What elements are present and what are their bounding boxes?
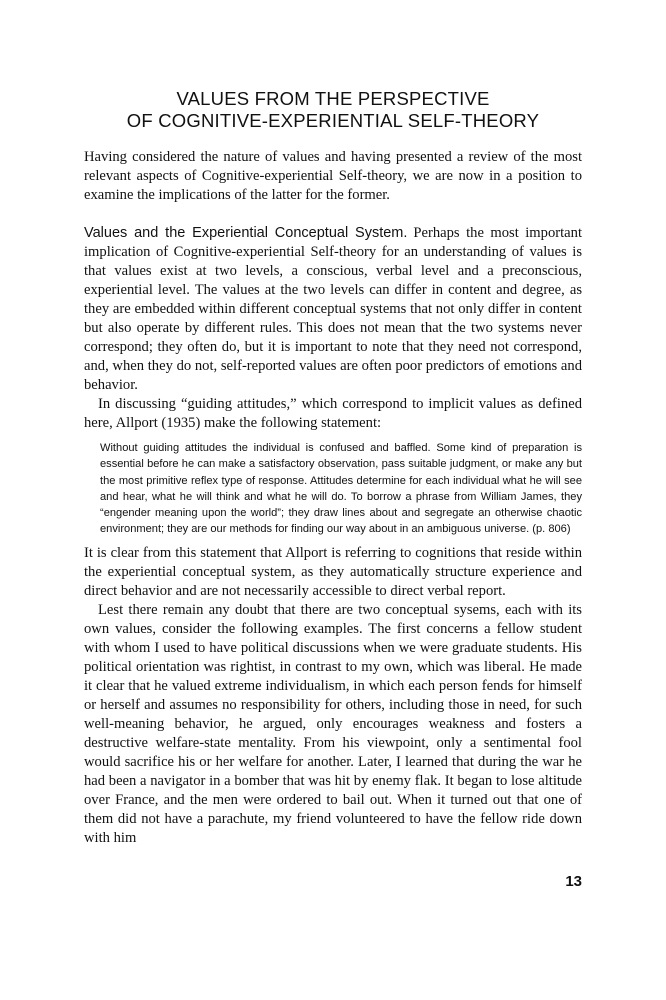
section-paragraph-1 <box>84 224 582 395</box>
section-paragraph-2: In discussing “guiding attitudes,” which correspond to implicit values as defined here, Allport (1935) make the following statement: <box>84 396 582 431</box>
intro-paragraph: Having considered the nature of values and having presented a review of the most relevant aspects of Cognitive-experiential Self-theory, we are now in a position to examine the implications of the latter for the former. <box>84 149 582 203</box>
page-number: 13 <box>565 873 582 890</box>
body-text <box>84 148 582 848</box>
section-paragraph-3: It is clear from this statement that Allport is referring to cognitions that reside within the experiential conceptual system, as they automatically structure experience and direct behavior and are not necessarily accessible to direct verbal report. <box>84 544 582 599</box>
section-heading: Values and the Experiential Conceptual System. <box>84 225 408 241</box>
chapter-title-line-2: OF COGNITIVE-EXPERIENTIAL SELF-THEORY <box>126 110 540 131</box>
section-paragraph-4: Lest there remain any doubt that there are two conceptual sysems, each with its own values, consider the following examples. The first concerns a fellow student with whom I used to have political discussions when we were graduate students. His political orientation was rightist, in contrast to my own, which was liberal. He made it clear that he valued extreme individualism, in which each person fends for himself or herself and assumes no responsibility for others, including those in need, for such well-meaning behavior, he argued, only encourages weakness and fosters a destructive welfare-state mentality. From his viewpoint, only a sentimental fool would sacrifice his or her welfare for another. Later, I learned that during the war he had been a navigator in a bomber that was hit by enemy flak. It began to lose altitude over France, and the men were ordered to bail out. When it turned out that one of them did not have a parachute, my friend volunteered to have the fellow ride down with him <box>84 601 582 846</box>
chapter-title <box>84 88 582 132</box>
chapter-title-line-1: VALUES FROM THE PERSPECTIVE <box>176 88 490 109</box>
block-quote: Without guiding attitudes the individual is confused and baffled. Some kind of preparation is essential before he can make a satisfactory observation, pass suitable judgment, or make any but the most primitive reflex type of response. Attitudes determine for each individual what he will see and hear, what he will think and what he will do. To borrow a phrase from William James, they “engender meaning upon the world”; they draw lines about and segregate an otherwise chaotic environment; they are our methods for finding our way about in an ambiguous universe. (p. 806) <box>100 442 582 536</box>
section-paragraph-1-text: Perhaps the most important implication of Cognitive-experiential Self-theory for an understanding of values is that values exist at two levels, a conscious, verbal level and a preconscious, experiential level. The values at the two levels can differ in content and degree, as they are embedded within different conceptual systems that not only differ in content but also operate by different rules. This does not mean that the two systems never correspond; they often do, but it is important to note that they need not correspond, and, when they do not, self-reported values are often poor predictors of emotions and behavior. <box>84 225 583 393</box>
